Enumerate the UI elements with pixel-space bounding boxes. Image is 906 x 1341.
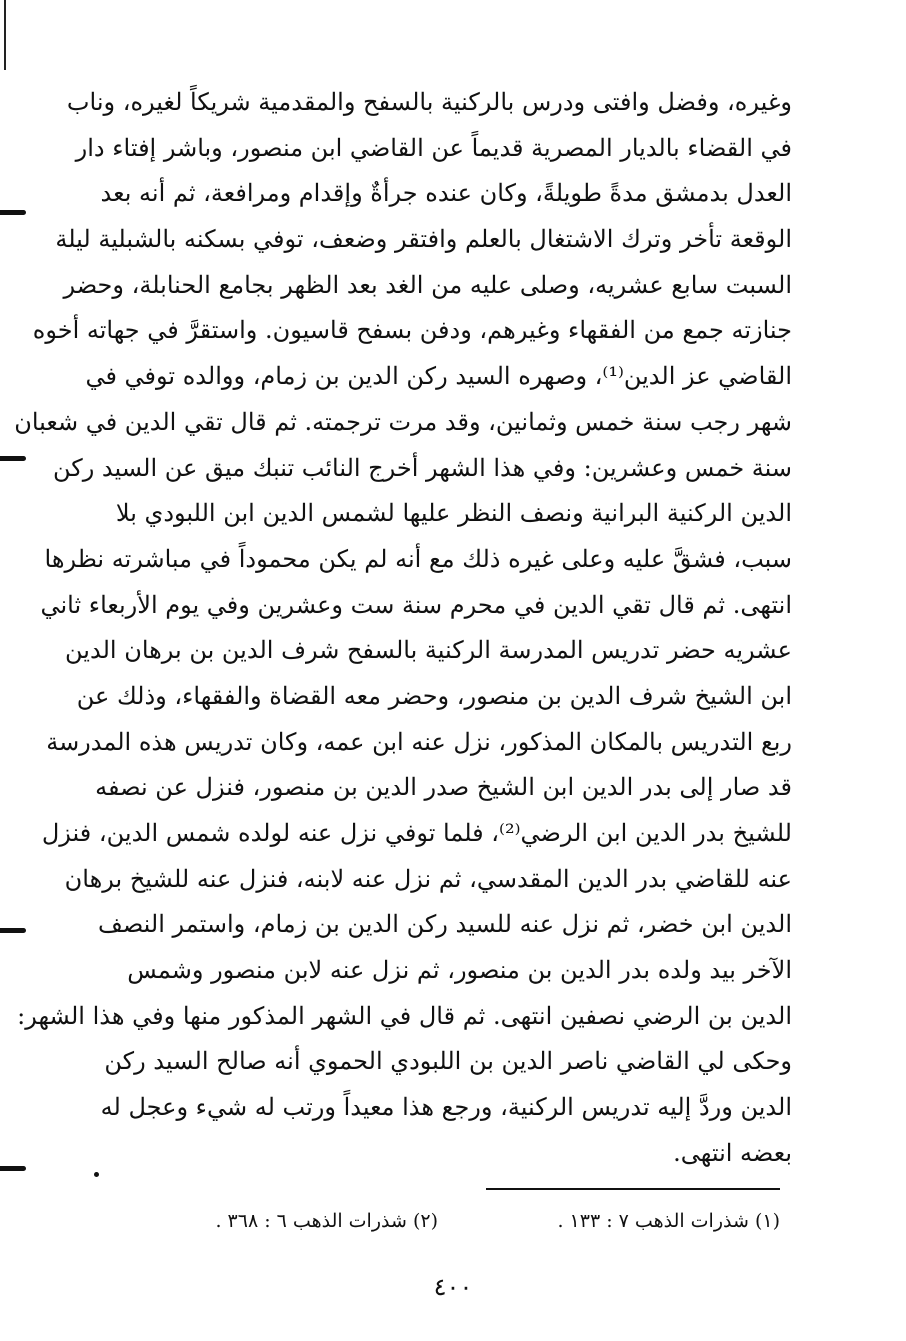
page-edge-mark: [0, 1166, 26, 1171]
footnote-2: (٢) شذرات الذهب ٦ : ٣٦٨ .: [215, 1210, 438, 1232]
text-line: العدل بدمشق مدةً طويلةً، وكان عنده جرأةٌ وإقدام ومرافعة، ثم أنه بعد: [100, 179, 792, 208]
text-line: في القضاء بالديار المصرية قديماً عن القاضي ابن منصور، وباشر إفتاء دار: [75, 133, 792, 162]
text-line: سبب، فشقَّ عليه وعلى غيره ذلك مع أنه لم يكن محموداً في مباشرته نظرها: [44, 544, 792, 573]
footnote-1: (١) شذرات الذهب ٧ : ١٣٣ .: [557, 1210, 780, 1232]
text-line: الآخر بيد ولده بدر الدين بن منصور، ثم نزل عنه لابن منصور وشمس: [127, 956, 792, 985]
text-line: ابن الشيخ شرف الدين بن منصور، وحضر معه القضاة والفقهاء، وذلك عن: [76, 681, 792, 710]
text-line: انتهى. ثم قال تقي الدين في محرم سنة ست وعشرين وفي يوم الأربعاء ثاني: [40, 590, 792, 619]
text-line: الدين بن الرضي نصفين انتهى. ثم قال في الشهر المذكور منها وفي هذا الشهر:: [17, 1001, 792, 1030]
text-line: جنازته جمع من الفقهاء وغيرهم، ودفن بسفح قاسيون. واستقرَّ في جهاته أخوه: [32, 316, 792, 345]
text-line: الدين الركنية البرانية ونصف النظر عليها لشمس الدين ابن اللبودي بلا: [115, 499, 792, 528]
text-line: وحكى لي القاضي ناصر الدين بن اللبودي الحموي أنه صالح السيد ركن: [104, 1047, 792, 1076]
footnote-separator: [486, 1188, 780, 1190]
text-line: ربع التدريس بالمكان المذكور، نزل عنه ابن عمه، وكان تدريس هذه المدرسة: [46, 727, 792, 756]
text-line: للشيخ بدر الدين ابن الرضي⁽²⁾، فلما توفي نزل عنه لولده شمس الدين، فنزل: [41, 819, 792, 847]
text-line: شهر رجب سنة خمس وثمانين، وقد مرت ترجمته. ثم قال تقي الدين في شعبان: [14, 407, 792, 436]
page-edge-mark: [0, 210, 26, 215]
page-edge-mark: [0, 928, 26, 933]
page-edge-rule: [4, 0, 6, 70]
page-edge-mark: [0, 456, 26, 461]
text-line: بعضه انتهى.: [673, 1138, 792, 1167]
text-line: الوقعة تأخر وترك الاشتغال بالعلم وافتقر وضعف، توفي بسكنه بالشبلية ليلة: [55, 225, 792, 254]
text-line: الدين ابن خضر، ثم نزل عنه للسيد ركن الدين بن زمام، واستمر النصف: [97, 910, 792, 939]
text-line: قد صار إلى بدر الدين ابن الشيخ صدر الدين بن منصور، فنزل عن نصفه: [95, 773, 792, 802]
text-line: القاضي عز الدين⁽¹⁾، وصهره السيد ركن الدين بن زمام، ووالده توفي في: [85, 362, 792, 391]
page-number: ٤٠٠: [433, 1273, 473, 1301]
text-line: الدين وردَّ إليه تدريس الركنية، ورجع هذا معيداً ورتب له شيء وعجل له: [100, 1093, 792, 1122]
text-line: وغيره، وفضل وافتى ودرس بالركنية بالسفح والمقدمية شريكاً لغيره، وناب: [66, 88, 792, 116]
text-line: عنه للقاضي بدر الدين المقدسي، ثم نزل عنه لابنه، فنزل عنه للشيخ برهان: [64, 864, 792, 893]
text-line: السبت سابع عشريه، وصلى عليه من الغد بعد الظهر بجامع الحنابلة، وحضر: [63, 270, 792, 299]
text-line: سنة خمس وعشرين: وفي هذا الشهر أخرج النائب تنبك ميق عن السيد ركن: [53, 453, 792, 482]
margin-dot: [94, 1172, 99, 1177]
text-line: عشريه حضر تدريس المدرسة الركنية بالسفح شرف الدين بن برهان الدين: [65, 636, 792, 665]
main-text: [14, 80, 792, 1177]
